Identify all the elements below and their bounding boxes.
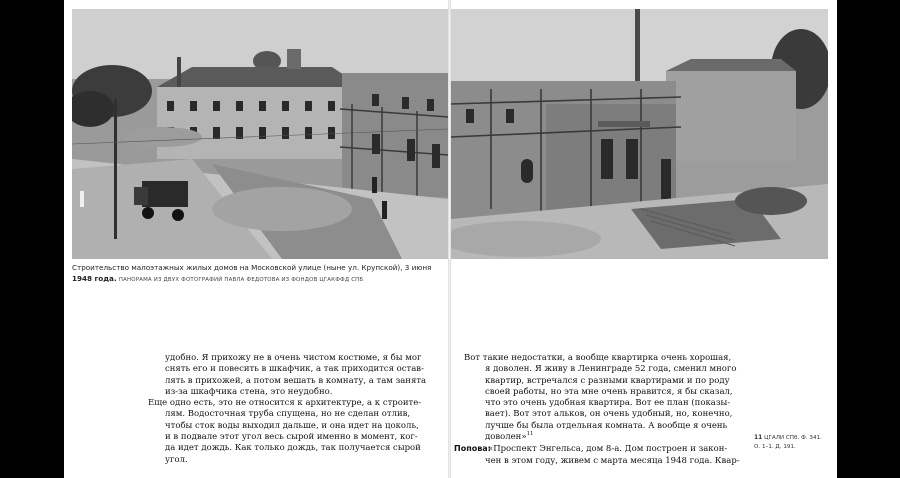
right-page-body-text	[454, 353, 754, 467]
panorama-photo-right	[451, 9, 828, 259]
footnote-line-1: ЦГАЛИ СПб. Ф. 341.	[764, 435, 822, 441]
text-line: снять его и повесить в шкафчик, а так приходится остав-	[165, 364, 424, 375]
panorama-photo-left	[72, 9, 448, 259]
footnote-number: 11	[754, 434, 763, 441]
text-line: да идет дождь. Как только дождь, так получается сырой	[165, 443, 421, 454]
footnote-line-2: О. 1–1. Д. 191.	[754, 443, 796, 450]
text-line: своей работы, но эта мне очень нравится, я бы сказал,	[485, 386, 733, 397]
text-line: лять в прихожей, а потом вешать в комнату, а там занята	[165, 375, 427, 386]
caption-credit: ПАНОРАМА ИЗ ДВУХ ФОТОГРАФИЙ ПАВЛА ФЕДОТОВА ИЗ ФОНДОВ ЦГАКФФД СПБ	[118, 277, 364, 283]
text-line: лучше бы была отдельная комната. А вообще я очень	[485, 420, 728, 431]
street-construction-photo-left	[72, 9, 448, 259]
text-line: лям. Водосточная труба спущена, но не сделан отлив,	[165, 409, 411, 420]
text-line	[464, 432, 754, 443]
text-line: и в подвале этот угол весь сырой именно в момент, ког-	[165, 432, 418, 443]
speaker-name: Попова:	[454, 444, 491, 454]
caption-text: Строительство малоэтажных жилых домов на Московской улице (ныне ул. Крупской), 3 июня	[72, 263, 432, 272]
text-line: чтобы сток воды выходил дальше, и она идет на цоколь,	[165, 420, 419, 431]
text-line: «Проспект Энгельса, дом 8-а. Дом построен и закон-	[488, 444, 728, 455]
photo-caption	[72, 262, 446, 286]
text-line-content: доволен»	[485, 432, 527, 443]
text-line: квартир, встречался с разными квартирами и по роду	[485, 375, 730, 386]
text-line: Еще одно есть, это не относится к архитектуре, а к строите-	[148, 398, 422, 409]
text-line: чен в этом году, живем с марта месяца 1948 года. Квар-	[485, 455, 740, 466]
street-construction-photo-right	[451, 9, 828, 259]
text-line: что это очень удобная квартира. Вот ее план (показы-	[485, 398, 731, 409]
text-line: я доволен. Я живу в Ленинграде 52 года, сменил много	[485, 364, 737, 375]
speaker-line	[454, 443, 754, 455]
caption-year: 1948 года.	[72, 274, 117, 283]
left-page-body-text	[148, 353, 447, 466]
text-line: из-за шкафчика стена, это неудобно.	[165, 386, 333, 397]
footnote-ref: 11	[526, 431, 534, 438]
text-line: удобно. Я прихожу не в очень чистом костюме, я бы мог	[165, 353, 422, 363]
text-line: угол.	[165, 454, 188, 465]
right-page	[451, 0, 837, 478]
footnote	[754, 434, 834, 451]
text-line: вает). Вот этот альков, он очень удобный, но, конечно,	[485, 409, 733, 420]
left-page	[64, 0, 448, 478]
text-line: Вот такие недостатки, а вообще квартирка очень хорошая,	[464, 353, 732, 363]
